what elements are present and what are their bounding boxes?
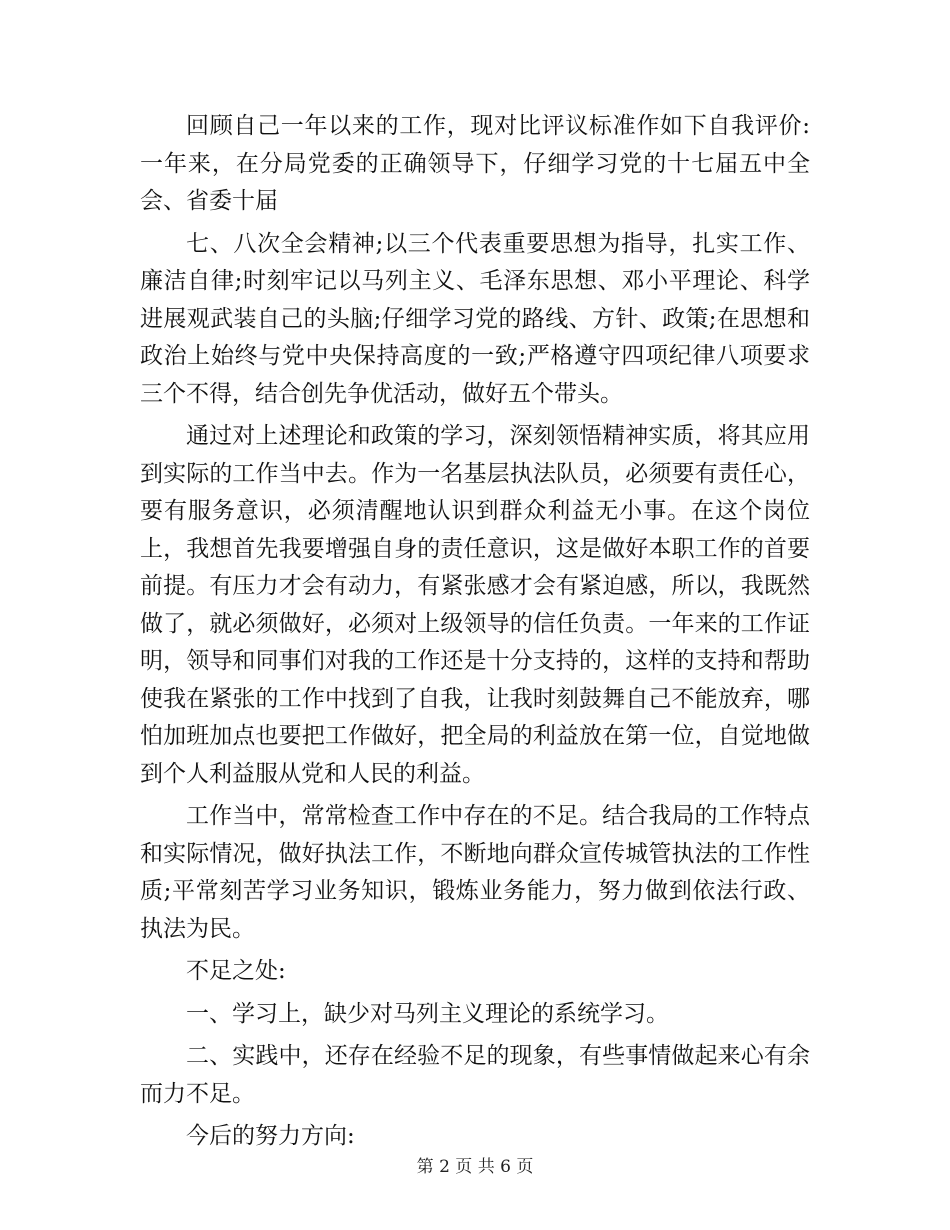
paragraph-plenary-spirit: 七、八次全会精神;以三个代表重要思想为指导，扎实工作、廉洁自律;时刻牢记以马列主义、毛泽东思想、邓小平理论、科学进展观武装自己的头脑;仔细学习党的路线、方针、政策;在思想和政治上始终与党中央保持高度的一致;严格遵守四项纪律八项要求三个不得，结合创先争优活动，做好五个带头。: [140, 230, 810, 407]
paragraph-shortcoming-two: 二、实践中，还存在经验不足的现象，有些事情做起来心有余而力不足。: [140, 1043, 810, 1107]
paragraph-study-application: 通过对上述理论和政策的学习，深刻领悟精神实质，将其应用到实际的工作当中去。作为一名基层执法队员，必须要有责任心，要有服务意识，必须清醒地认识到群众利益无小事。在这个岗位上，我想首先我要增强自身的责任意识，这是做好本职工作的首要前提。有压力才会有动力，有紧张感才会有紧迫感，所以，我既然做了，就必须做好，必须对上级领导的信任负责。一年来的工作证明，领导和同事们对我的工作还是十分支持的，这样的支持和帮助使我在紧张的工作中找到了自我，让我时刻鼓舞自己不能放弃，哪怕加班加点也要把工作做好，把全局的利益放在第一位，自觉地做到个人利益服从党和人民的利益。: [140, 423, 810, 787]
paragraph-self-review-intro: 回顾自己一年以来的工作，现对比评议标准作如下自我评价:一年来，在分局党委的正确领导下，仔细学习党的十七届五中全会、省委十届: [140, 113, 810, 214]
paragraph-future-direction-heading: 今后的努力方向:: [186, 1123, 355, 1149]
paragraph-shortcomings-heading: 不足之处:: [186, 958, 286, 984]
paragraph-work-review: 工作当中，常常检查工作中存在的不足。结合我局的工作特点和实际情况，做好执法工作，不断地向群众宣传城管执法的工作性质;平常刻苦学习业务知识，锻炼业务能力，努力做到依法行政、执法为民。: [140, 803, 810, 942]
page-number-footer: 第 2 页 共 6 页: [416, 1157, 534, 1177]
paragraph-shortcoming-one: 一、学习上，缺少对马列主义理论的系统学习。: [186, 1000, 669, 1027]
document-body: [140, 108, 810, 1161]
